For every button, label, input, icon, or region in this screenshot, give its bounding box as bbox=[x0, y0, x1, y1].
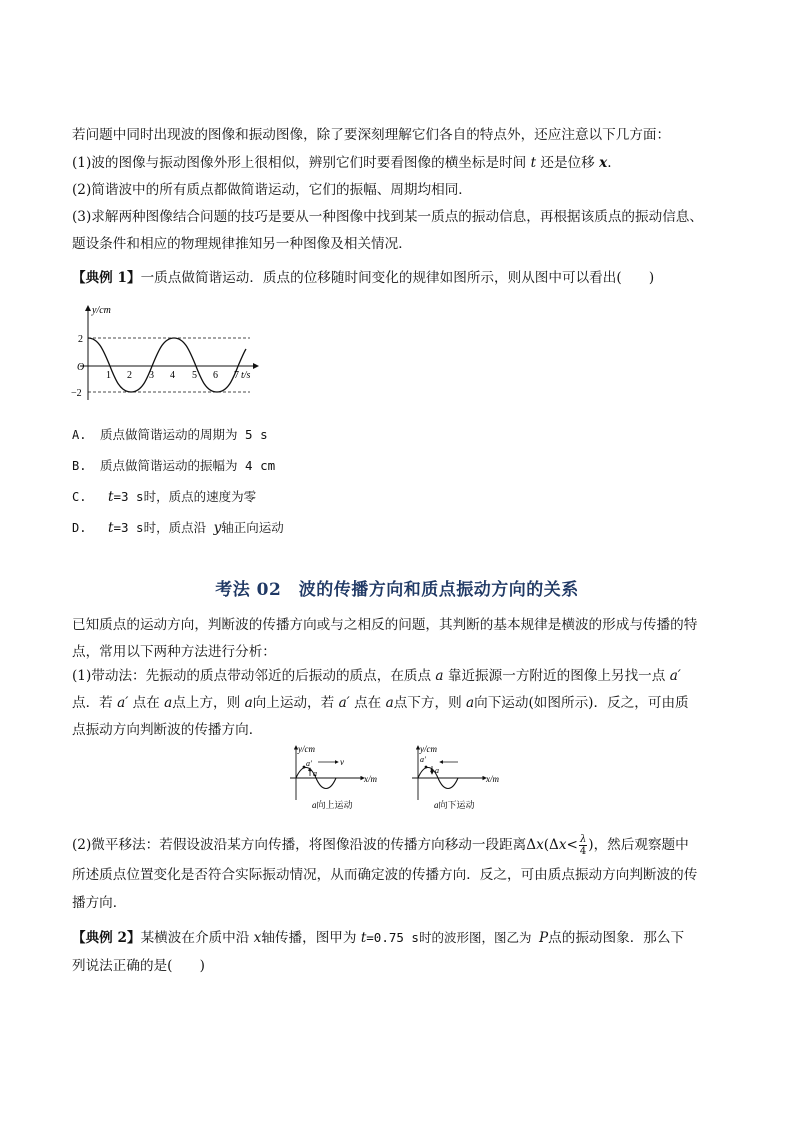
option-c-text: =3 s时，质点的速度为零 bbox=[113, 489, 257, 504]
var-a-prime: a′ bbox=[669, 668, 681, 684]
para-2-l2-e: 点在 bbox=[349, 695, 386, 711]
example-2-tag: 【典例 2】 bbox=[72, 930, 141, 946]
left-point-a bbox=[309, 769, 312, 772]
example-2-var-x: x bbox=[253, 930, 262, 946]
example-1-text: 一质点做简谐运动．质点的位移随时间变化的规律如图所示，则从图中可以看出( ) bbox=[140, 270, 655, 286]
example-1-graph bbox=[70, 300, 270, 410]
intro-line-1: 若问题中同时出现波的图像和振动图像，除了要深刻理解它们各自的特点外，还应注意以下几方面： bbox=[72, 127, 671, 143]
left-v-label: v bbox=[340, 757, 344, 767]
para-3-text-a: (2)微平移法：若假设波沿某方向传播，将图像沿波的传播方向移动一段距离Δ bbox=[72, 837, 537, 853]
right-caption-a: a bbox=[434, 800, 439, 810]
x-tick-5: 5 bbox=[192, 370, 197, 381]
example-2-line-2: 列说法正确的是( ) bbox=[72, 958, 205, 974]
example-2-text-b: 轴传播，图甲为 bbox=[261, 930, 361, 946]
right-x-label: x/m bbox=[486, 774, 499, 784]
option-d[interactable] bbox=[72, 518, 284, 538]
option-a[interactable] bbox=[72, 425, 268, 445]
example-2-var-p: P bbox=[539, 930, 549, 946]
example-2-line-1 bbox=[72, 928, 722, 948]
left-x-label: x/m bbox=[364, 774, 377, 784]
body-para-1: 已知质点的运动方向，判断波的传播方向或与之相反的问题，其判断的基本规律是横波的形成与传播的特点，常用以下两种方法进行分析： bbox=[72, 617, 698, 660]
body-para-2-line-1 bbox=[72, 666, 722, 686]
intro-line-2-text-b: 还是位移 bbox=[536, 155, 600, 171]
var-a-prime-3: a′ bbox=[338, 695, 350, 711]
option-c-var-t: t bbox=[108, 489, 114, 505]
var-x: x bbox=[599, 155, 608, 171]
para-3-var-x: x bbox=[536, 837, 544, 853]
left-caption-a: a bbox=[312, 800, 317, 810]
para-2-l2-g: 向下运动(如图所示)．反之，可由质 bbox=[474, 695, 689, 711]
para-3-text-b: )，然后观察题中 bbox=[588, 837, 689, 853]
x-tick-2: 2 bbox=[127, 370, 132, 381]
var-a-3: a bbox=[244, 695, 253, 711]
fraction-numerator: λ bbox=[579, 834, 587, 845]
x-tick-1: 1 bbox=[106, 370, 111, 381]
body-para-2-line-3: 点振动方向判断波的传播方向． bbox=[72, 722, 263, 738]
option-b-text: 质点做简谐运动的振幅为 4 cm bbox=[100, 458, 276, 473]
intro-line-2-period: . bbox=[607, 155, 612, 171]
left-a-label: a bbox=[313, 769, 317, 778]
option-c[interactable] bbox=[72, 487, 256, 507]
section-title: 考法 02 波的传播方向和质点振动方向的关系 bbox=[215, 580, 579, 600]
body-para-2-line-2 bbox=[72, 693, 722, 713]
para-3-var-x-2: x bbox=[558, 837, 567, 853]
option-d-var-y: y bbox=[213, 520, 222, 536]
para-3-lt: < bbox=[566, 837, 578, 853]
var-t: t bbox=[530, 155, 537, 171]
para-2-l2-a: 点．若 bbox=[72, 695, 118, 711]
example-1-question bbox=[72, 268, 722, 288]
option-a-text: 质点做简谐运动的周期为 5 s bbox=[100, 427, 268, 442]
para-3-fraction bbox=[579, 834, 587, 857]
sine-curve bbox=[88, 338, 246, 392]
example-2-var-t: t bbox=[360, 930, 367, 946]
body-para-3-line-1 bbox=[72, 834, 722, 857]
right-a-label: a bbox=[435, 766, 439, 775]
intro-line-3: (2)简谐波中的所有质点都做简谐运动，它们的振幅、周期均相同． bbox=[72, 182, 472, 198]
option-d-var-t: t bbox=[108, 520, 114, 536]
origin-label: O bbox=[77, 362, 85, 373]
body-para-3-line-3: 播方向． bbox=[72, 895, 127, 911]
left-point-a-prime bbox=[303, 766, 306, 769]
var-a-2: a bbox=[164, 695, 173, 711]
intro-line-2 bbox=[72, 153, 722, 173]
para-2-l2-c: 点上方，则 bbox=[172, 695, 245, 711]
para-2-text-b: 靠近振源一方附近的图像上另找一点 bbox=[443, 668, 670, 684]
right-caption-text: 向下运动 bbox=[438, 800, 475, 810]
x-axis-label: t/s bbox=[241, 370, 251, 381]
right-caption bbox=[434, 799, 475, 810]
intro-line-2-text: (1)波的图像与振动图像外形上很相似，辨别它们时要看图像的横坐标是时间 bbox=[72, 155, 531, 171]
x-tick-3: 3 bbox=[149, 370, 154, 381]
example-2-text-d: 点的振动图象．那么下 bbox=[548, 930, 685, 946]
option-b-label: B. bbox=[72, 459, 87, 473]
y-axis-label: y/cm bbox=[92, 305, 111, 316]
left-caption-text: 向上运动 bbox=[316, 800, 353, 810]
right-y-label: y/cm bbox=[420, 744, 437, 754]
fraction-denominator: 4 bbox=[579, 846, 587, 857]
x-tick-6: 6 bbox=[213, 370, 218, 381]
option-d-text-b: 轴正向运动 bbox=[221, 520, 284, 535]
para-2-l2-d: 向上运动，若 bbox=[252, 695, 339, 711]
right-point-a-prime bbox=[425, 766, 428, 769]
body-para-3-line-2: 所述质点位置变化是否符合实际振动情况，从而确定波的传播方向．反之，可由质点振动方向判断波的传 bbox=[72, 867, 698, 883]
intro-line-4: (3)求解两种图像结合问题的技巧是要从一种图像中找到某一质点的振动信息，再根据该质点的振动信息、 bbox=[72, 209, 703, 225]
option-c-label: C. bbox=[72, 490, 87, 504]
wave-figure-left bbox=[282, 742, 392, 812]
right-ap-label: a′ bbox=[420, 755, 426, 764]
var-a: a bbox=[435, 668, 444, 684]
para-2-text-a: (1)带动法：先振动的质点带动邻近的后振动的质点，在质点 bbox=[72, 668, 436, 684]
wave-figure-right bbox=[404, 742, 514, 812]
example-2-text-c: =0.75 s时的波形图，图乙为 bbox=[366, 930, 539, 945]
y-tick-neg2: −2 bbox=[71, 388, 82, 399]
intro-line-5: 题设条件和相应的物理规律推知另一种图像及相关情况． bbox=[72, 236, 412, 252]
example-2-text-a: 某横波在介质中沿 bbox=[140, 930, 254, 946]
example-1-tag: 【典例 1】 bbox=[72, 270, 141, 286]
option-d-label: D. bbox=[72, 521, 87, 535]
left-ap-label: a′ bbox=[306, 759, 312, 768]
para-2-l2-b: 点在 bbox=[128, 695, 165, 711]
right-point-a bbox=[431, 769, 434, 772]
y-tick-2: 2 bbox=[78, 334, 83, 345]
left-caption bbox=[312, 799, 353, 810]
var-a-4: a bbox=[385, 695, 394, 711]
x-tick-4: 4 bbox=[170, 370, 175, 381]
option-d-text-a: =3 s时，质点沿 bbox=[113, 520, 214, 535]
var-a-5: a bbox=[466, 695, 475, 711]
x-tick-7: 7 bbox=[234, 370, 239, 381]
para-3-paren: (Δ bbox=[543, 837, 559, 853]
left-y-label: y/cm bbox=[298, 744, 315, 754]
option-b[interactable] bbox=[72, 456, 275, 476]
para-2-l2-f: 点下方，则 bbox=[393, 695, 467, 711]
var-a-prime-2: a′ bbox=[117, 695, 129, 711]
option-a-label: A. bbox=[72, 428, 87, 442]
